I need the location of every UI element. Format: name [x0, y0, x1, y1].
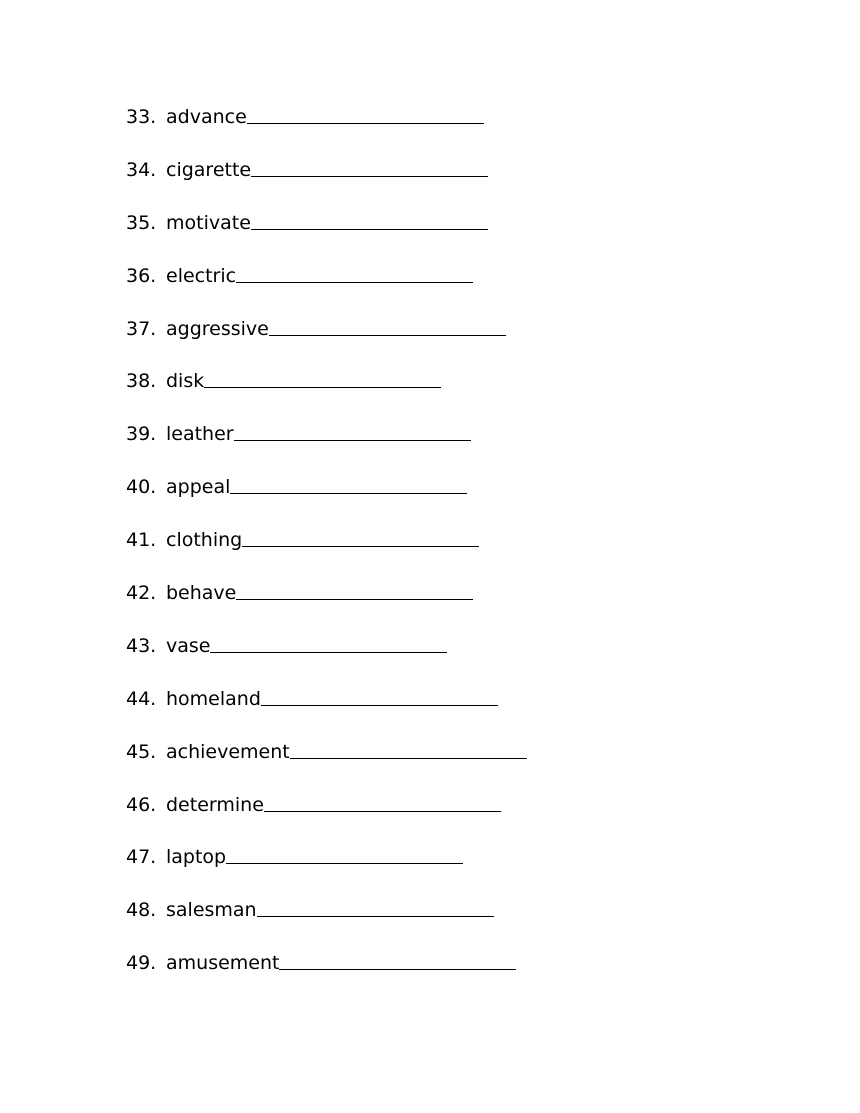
- item-number: 43.: [126, 634, 157, 657]
- item-word: laptop: [166, 846, 227, 869]
- answer-blank[interactable]: [251, 228, 488, 230]
- answer-blank[interactable]: [226, 862, 463, 864]
- item-number: 47.: [126, 846, 157, 869]
- item-number: 40.: [126, 476, 157, 499]
- answer-blank[interactable]: [261, 704, 498, 706]
- item-word: salesman: [166, 899, 257, 922]
- list-item: [126, 157, 527, 210]
- list-item: [126, 686, 527, 739]
- list-item: [126, 527, 527, 580]
- list-item: [126, 263, 527, 316]
- item-number: 48.: [126, 899, 157, 922]
- item-word: electric: [166, 264, 237, 287]
- item-number: 42.: [126, 582, 157, 605]
- answer-blank[interactable]: [204, 386, 441, 388]
- list-item: [126, 950, 527, 1003]
- item-number: 45.: [126, 740, 157, 763]
- list-item: [126, 474, 527, 527]
- item-number: 35.: [126, 211, 157, 234]
- list-item: [126, 844, 527, 897]
- item-word: advance: [166, 106, 247, 128]
- item-word: vase: [166, 634, 211, 657]
- item-number: 39.: [126, 423, 157, 446]
- item-number: 41.: [126, 529, 157, 552]
- item-number: 36.: [126, 264, 157, 287]
- answer-blank[interactable]: [269, 334, 506, 336]
- item-word: homeland: [166, 687, 261, 710]
- answer-blank[interactable]: [290, 757, 527, 759]
- list-item: [126, 368, 527, 421]
- list-item: [126, 792, 527, 845]
- item-number: 33.: [126, 106, 157, 128]
- list-item: [126, 739, 527, 792]
- list-item: [126, 633, 527, 686]
- item-word: amusement: [166, 952, 280, 975]
- answer-blank[interactable]: [236, 598, 473, 600]
- list-item: [126, 210, 527, 263]
- answer-blank[interactable]: [279, 968, 516, 970]
- item-word: motivate: [166, 211, 251, 234]
- item-number: 34.: [126, 158, 157, 181]
- item-number: 37.: [126, 317, 157, 340]
- answer-blank[interactable]: [242, 545, 479, 547]
- item-number: 49.: [126, 952, 157, 975]
- item-number: 38.: [126, 370, 157, 393]
- item-word: leather: [166, 423, 234, 446]
- list-item: [126, 897, 527, 950]
- item-number: 44.: [126, 687, 157, 710]
- answer-blank[interactable]: [210, 651, 447, 653]
- item-word: behave: [166, 582, 237, 605]
- vocabulary-list: [126, 104, 527, 1003]
- list-item: [126, 316, 527, 369]
- answer-blank[interactable]: [236, 281, 473, 283]
- list-item: [126, 104, 527, 157]
- answer-blank[interactable]: [234, 439, 471, 441]
- item-word: cigarette: [166, 158, 252, 181]
- answer-blank[interactable]: [264, 810, 501, 812]
- item-word: appeal: [166, 476, 231, 499]
- item-number: 46.: [126, 793, 157, 816]
- list-item: [126, 580, 527, 633]
- item-word: determine: [166, 793, 264, 816]
- item-word: clothing: [166, 529, 243, 552]
- answer-blank[interactable]: [247, 122, 484, 124]
- answer-blank[interactable]: [251, 175, 488, 177]
- item-word: aggressive: [166, 317, 269, 340]
- item-word: disk: [166, 370, 205, 393]
- answer-blank[interactable]: [257, 915, 494, 917]
- answer-blank[interactable]: [230, 492, 467, 494]
- list-item: [126, 421, 527, 474]
- item-word: achievement: [166, 740, 290, 763]
